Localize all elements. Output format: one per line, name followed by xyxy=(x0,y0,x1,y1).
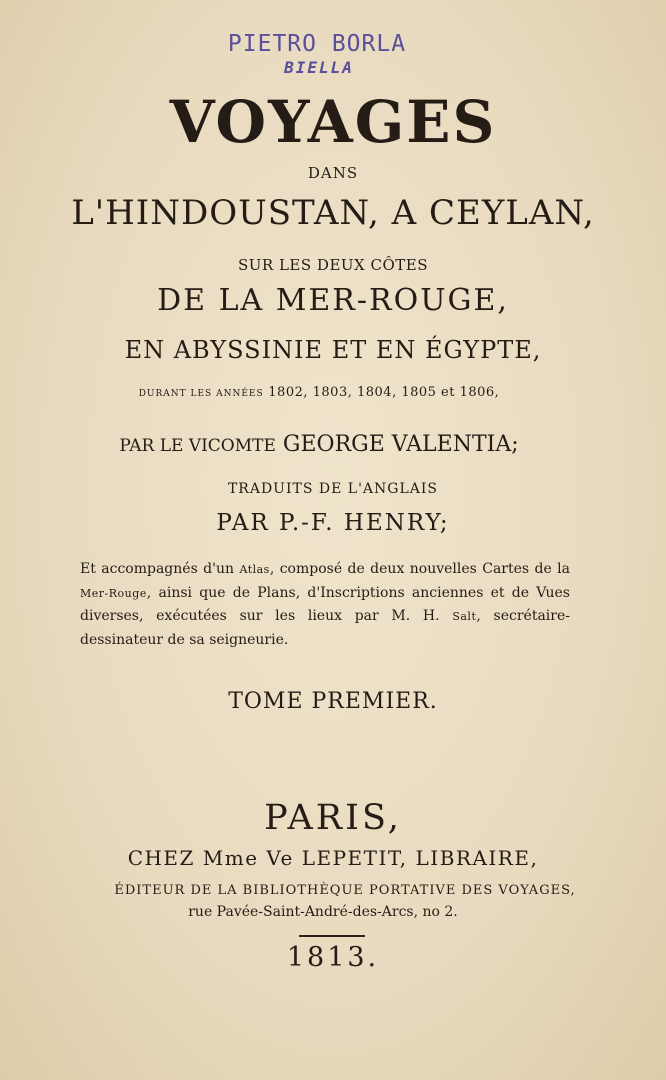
title-line-mer-rouge: DE LA MER-ROUGE, xyxy=(157,283,509,318)
desc-part-2: , composé de deux nouvelles Cartes de la xyxy=(269,561,570,577)
owner-stamp-place: BIELLA xyxy=(284,58,354,77)
desc-part-3: , ainsi que de Plans, d'Inscriptions anciennes et de Vues diverses, exécutées sur les lieux par M. H. xyxy=(80,584,570,624)
imprint-year: 1813. xyxy=(286,942,380,973)
desc-mer-rouge: Mer-Rouge xyxy=(80,586,147,600)
imprint-divider xyxy=(299,935,365,937)
author-prefix: PAR LE VICOMTE xyxy=(119,436,276,456)
title-line-hindoustan: L'HINDOUSTAN, A CEYLAN, xyxy=(71,193,595,233)
desc-part-1: Et accompagnés d'un xyxy=(80,561,235,577)
volume-label: TOME PREMIER. xyxy=(228,689,438,714)
imprint-publisher: CHEZ Mme Ve LEPETIT, LIBRAIRE, xyxy=(127,846,539,870)
imprint-address: rue Pavée-Saint-André-des-Arcs, no 2. xyxy=(188,904,458,920)
desc-part-4: , secrétaire-dessinateur de sa seigneurie. xyxy=(80,608,570,648)
author-name: GEORGE VALENTIA; xyxy=(282,432,519,457)
book-title: VOYAGES xyxy=(169,88,497,156)
author-line xyxy=(0,432,652,457)
title-line-years xyxy=(0,385,652,400)
title-line-abyssinie: EN ABYSSINIE ET EN ÉGYPTE, xyxy=(124,336,542,364)
translator-line: PAR P.-F. HENRY; xyxy=(216,510,450,536)
title-line-dans: DANS xyxy=(307,164,359,182)
years-list: 1802, 1803, 1804, 1805 et 1806, xyxy=(268,385,500,400)
title-line-cotes: SUR LES DEUX CÔTES xyxy=(237,256,428,274)
description-paragraph xyxy=(80,558,570,651)
translated-line: TRADUITS DE L'ANGLAIS xyxy=(227,481,439,497)
desc-salt: Salt xyxy=(452,610,477,623)
imprint-editor: ÉDITEUR DE LA BIBLIOTHÈQUE PORTATIVE DES VOYAGES, xyxy=(114,883,576,898)
imprint-city: PARIS, xyxy=(264,798,402,838)
owner-stamp-name: PIETRO BORLA xyxy=(227,31,407,57)
desc-atlas: Atlas xyxy=(239,563,270,576)
years-prefix: DURANT LES ANNÉES xyxy=(138,389,264,399)
